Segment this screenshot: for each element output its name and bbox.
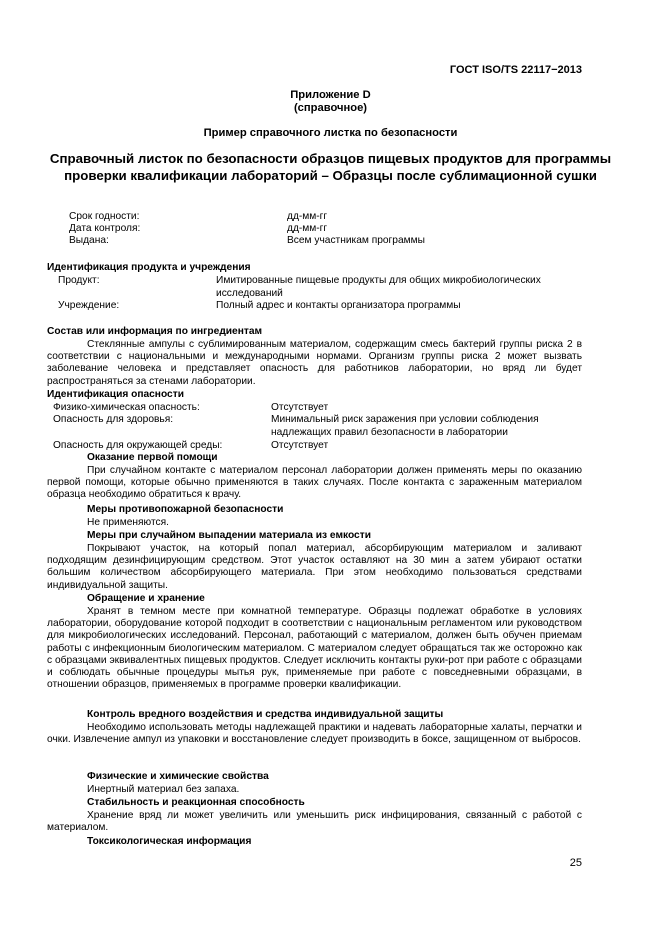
composition-text: Стеклянные ампулы с сублимированным материалом, содержащим смесь бактерий группы риска 2 в соответствии с национальными и международными нормами. Организм группы риска 2 может вызвать заболевание человека и представляет опасность для работников лаборатории, но вряд ли будет распространяться за стенами лаборатории. [47, 339, 582, 387]
health-value-line2: надлежащих правил безопасности в лаборатории [271, 427, 508, 438]
section-heading-stability: Стабильность и реакционная способность [87, 797, 305, 808]
section-heading-handling: Обращение и хранение [87, 593, 205, 604]
section-heading-fire: Меры противопожарной безопасности [87, 504, 284, 515]
stability-text: Хранение вряд ли может увеличить или уменьшить риск инфицирования, связанный с работой с материалом. [47, 810, 582, 834]
section-heading-spill: Меры при случайном выпадении материала из емкости [87, 530, 371, 541]
section-heading-toxicology: Токсикологическая информация [87, 836, 252, 847]
meta-label-control: Дата контроля: [69, 223, 141, 234]
main-title: Справочный листок по безопасности образцов пищевых продуктов для программы проверки квалификации лабораторий – Образцы после сублимационной сушки [49, 151, 612, 183]
exposure-text: Необходимо использовать методы надлежащей практики и надевать лабораторные халаты, перчатки и очки. Извлечение ампул из упаковки и восстановление следует производить в боксе, защищенном от выбросов. [47, 722, 582, 746]
first-aid-text: При случайном контакте с материалом персонал лаборатории должен применять меры по оказанию первой помощи, которые обычно применяются в таких случаях. После контакта с зараженным материалом образца необходимо обратиться к врачу. [47, 465, 582, 501]
properties-text: Инертный материал без запаха. [87, 784, 240, 795]
health-label: Опасность для здоровья: [53, 414, 174, 425]
meta-value-control: дд-мм-гг [287, 223, 328, 234]
meta-value-expiry: дд-мм-гг [287, 211, 328, 222]
product-value-line2: исследований [216, 288, 283, 299]
section-heading-first-aid: Оказание первой помощи [87, 452, 218, 463]
annex-type: (справочное) [293, 102, 368, 114]
section-heading-exposure: Контроль вредного воздействия и средства индивидуальной защиты [87, 709, 444, 720]
annex-subtitle: Пример справочного листка по безопасности [203, 127, 458, 139]
spill-text: Покрывают участок, на который попал материал, абсорбирующим материалом и заливают подходящим дезинфицирующим средством. Этот участок оставляют на 30 мин а затем убирают остатки большим количеством абсорбирующего материала. При этом необходимо пользоваться средствами индивидуальной защиты. [47, 543, 582, 591]
page-number: 25 [569, 857, 582, 869]
product-label: Продукт: [58, 275, 100, 286]
institution-value: Полный адрес и контакты организатора программы [216, 300, 461, 311]
section-heading-identification: Идентификация продукта и учреждения [47, 262, 251, 273]
meta-value-issued: Всем участникам программы [287, 235, 425, 246]
annex-title: Приложение D [290, 89, 371, 101]
environment-label: Опасность для окружающей среды: [53, 440, 223, 451]
environment-value: Отсутствует [271, 440, 329, 451]
meta-label-issued: Выдана: [69, 235, 109, 246]
product-value-line1: Имитированные пищевые продукты для общих микробиологических [216, 275, 541, 286]
meta-label-expiry: Срок годности: [69, 211, 140, 222]
section-heading-properties: Физические и химические свойства [87, 771, 269, 782]
standard-number: ГОСТ ISO/TS 22117−2013 [449, 64, 582, 76]
physchem-label: Физико-химическая опасность: [53, 402, 200, 413]
fire-text: Не применяются. [87, 517, 169, 528]
handling-text: Хранят в темном месте при комнатной температуре. Образцы подлежат обработке в условиях лаборатории, оборудование которой подходит в соответствии с национальным регламентом или руководством для микробиологических исследований. Персонал, работающий с материалом, должен быть обучен приемам работы с инфекционным биологическим материалом. С материалом следует обращаться так же осторожно как с образцами эквивалентных пищевых продуктов. Следует исключить контакты руки-рот при работе с образцами и соблюдать обычные процедуры мытья рук, применяемые при работе с повседневными образцами, в отношении образцов, применяемых в программе проверки квалификации. [47, 606, 582, 691]
institution-label: Учреждение: [58, 300, 120, 311]
health-value-line1: Минимальный риск заражения при условии соблюдения [271, 414, 539, 425]
section-heading-composition: Состав или информация по ингредиентам [47, 326, 263, 337]
physchem-value: Отсутствует [271, 402, 329, 413]
section-heading-hazards: Идентификация опасности [47, 389, 184, 400]
